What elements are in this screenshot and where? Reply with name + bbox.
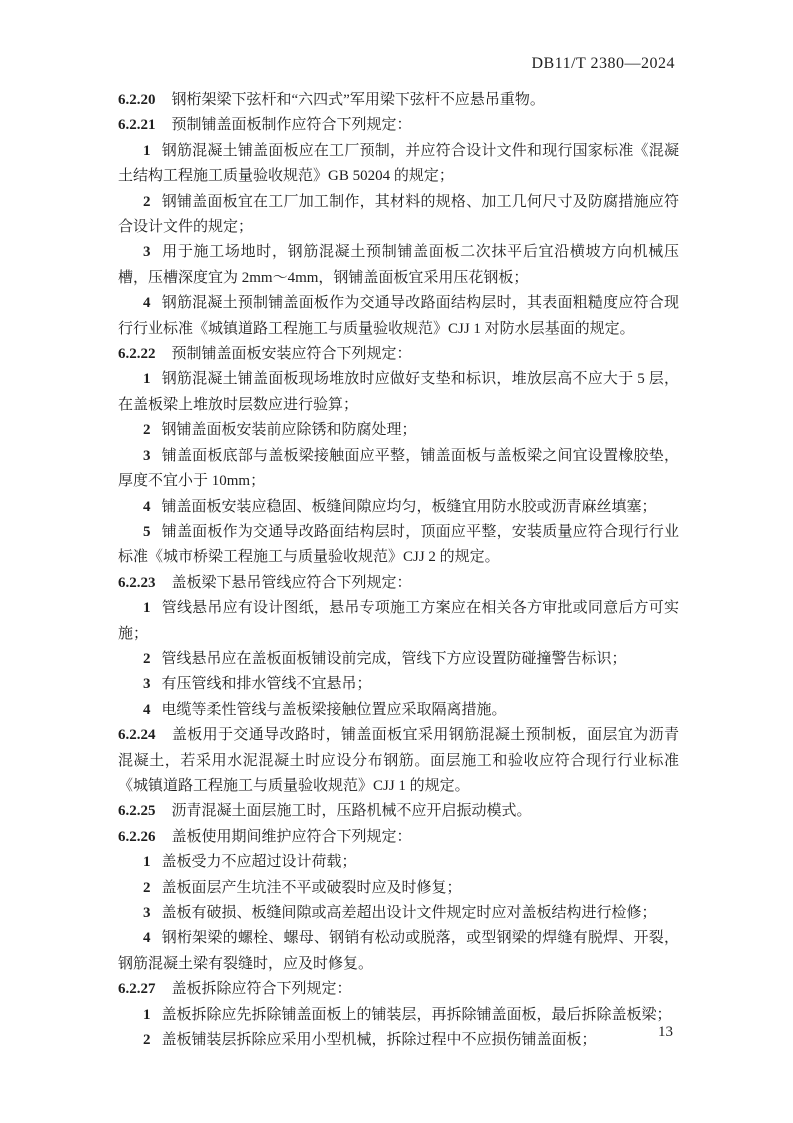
clause-number: 2: [143, 193, 151, 210]
clause-6.2.24: [118, 723, 679, 799]
clause-subitem: [118, 444, 679, 495]
clause-6.2.26: [118, 825, 679, 850]
clause-subitem: [118, 190, 679, 241]
clause-subitem: [118, 672, 679, 697]
clause-number: 4: [143, 295, 151, 312]
clause-number: 6.2.23: [118, 574, 156, 591]
clause-number: 5: [143, 523, 151, 540]
clause-number: 2: [143, 879, 151, 896]
clause-subitem: [118, 520, 679, 571]
clause-6.2.23: [118, 571, 679, 596]
clause-6.2.20: [118, 88, 679, 113]
clause-subitem: [118, 139, 679, 190]
page-number: 13: [658, 1024, 673, 1040]
clause-6.2.25: [118, 799, 679, 824]
clause-6.2.27: [118, 977, 679, 1002]
clause-text: 盖板铺装层拆除应采用小型机械，拆除过程中不应损伤铺盖面板；: [161, 1032, 597, 1049]
clause-number: 3: [143, 905, 151, 921]
clause-number: 4: [143, 498, 151, 515]
clause-subitem: [118, 367, 679, 418]
clause-number: 6.2.21: [118, 117, 156, 134]
clause-text: 钢筋混凝土铺盖面板应在工厂预制，并应符合设计文件和现行国家标准《混凝土结构工程施工质量验收规范》GB 50204 的规定；: [118, 142, 679, 185]
clause-subitem: [118, 596, 679, 647]
clause-text: 钢铺盖面板安装前应除锈和防腐处理；: [161, 422, 417, 439]
clause-number: 2: [143, 650, 151, 667]
clause-text: 电缆等柔性管线与盖板梁接触位置应采取隔离措施。: [161, 701, 507, 718]
clause-number: 3: [143, 244, 151, 261]
clause-subitem: [118, 1003, 679, 1028]
clause-number: 2: [143, 422, 151, 439]
clause-text: 铺盖面板底部与盖板梁接触面应平整，铺盖面板与盖板梁之间宜设置橡胶垫，厚度不宜小于 10mm；: [118, 447, 679, 490]
clause-number: 4: [143, 930, 151, 947]
clause-number: 6.2.25: [118, 803, 156, 820]
clause-number: 1: [143, 600, 151, 617]
clause-number: 6.2.24: [118, 727, 156, 744]
standard-code-header: DB11/T 2380—2024: [531, 55, 675, 72]
clause-text: 铺盖面板作为交通导改路面结构层时，顶面应平整，安装质量应符合现行行业标准《城市桥梁工程施工与质量验收规范》CJJ 2 的规定。: [118, 523, 679, 566]
clause-6.2.21: [118, 113, 679, 138]
clause-number: 6.2.26: [118, 828, 156, 845]
clause-number: 3: [143, 676, 151, 693]
clause-text: 盖板拆除应先拆除铺盖面板上的铺装层，再拆除铺盖面板，最后拆除盖板梁；: [161, 1006, 672, 1023]
clause-text: 用于施工场地时，钢筋混凝土预制铺盖面板二次抹平后宜沿横坡方向机械压槽，压槽深度宜为 2mm～4mm，钢铺盖面板宜采用压花钢板；: [118, 244, 679, 286]
clause-subitem: [118, 291, 679, 342]
clause-text: 铺盖面板安装应稳固、板缝间隙应均匀，板缝宜用防水胶或沥青麻丝填塞；: [161, 498, 657, 515]
clause-text: 钢桁架梁下弦杆和“六四式”军用梁下弦杆不应悬吊重物。: [171, 92, 545, 108]
clause-text: 预制铺盖面板制作应符合下列规定：: [171, 117, 412, 134]
clause-text: 钢筋混凝土预制铺盖面板作为交通导改路面结构层时，其表面粗糙度应符合现行行业标准《城镇道路工程施工与质量验收规范》CJJ 1 对防水层基面的规定。: [118, 295, 679, 337]
clause-subitem: [118, 1028, 679, 1053]
clause-number: 6.2.27: [118, 981, 156, 998]
clause-number: 1: [143, 1006, 151, 1023]
clause-subitem: [118, 876, 679, 901]
clause-text: 管线悬吊应有设计图纸，悬吊专项施工方案应在相关各方审批或同意后方可实施；: [118, 600, 679, 642]
clause-text: 盖板用于交通导改路时，铺盖面板宜采用钢筋混凝土预制板，面层宜为沥青混凝土，若采用水泥混凝土时应设分布钢筋。面层施工和验收应符合现行行业标准《城镇道路工程施工与质量验收规范》CJJ 1 的规定。: [118, 727, 679, 794]
clause-text: 沥青混凝土面层施工时，压路机械不应开启振动模式。: [171, 803, 532, 820]
clause-text: 预制铺盖面板安装应符合下列规定：: [171, 346, 412, 363]
clause-subitem: [118, 647, 679, 672]
clause-6.2.22: [118, 342, 679, 367]
clause-text: 盖板使用期间维护应符合下列规定：: [171, 828, 412, 845]
clause-number: 1: [143, 142, 151, 159]
clause-subitem: [118, 901, 679, 926]
clause-text: 盖板有破损、板缝间隙或高差超出设计文件规定时应对盖板结构进行检修；: [161, 905, 657, 921]
clause-text: 盖板面层产生坑洼不平或破裂时应及时修复；: [161, 879, 462, 896]
clause-text: 钢铺盖面板宜在工厂加工制作，其材料的规格、加工几何尺寸及防腐措施应符合设计文件的规定；: [118, 193, 679, 236]
clause-text: 有压管线和排水管线不宜悬吊；: [161, 676, 372, 693]
clause-text: 盖板拆除应符合下列规定：: [171, 981, 352, 998]
clause-subitem: [118, 495, 679, 520]
clause-subitem: [118, 850, 679, 875]
clause-number: 1: [143, 371, 151, 388]
clause-number: 6.2.20: [118, 92, 156, 108]
clause-subitem: [118, 926, 679, 977]
clause-subitem: [118, 240, 679, 291]
clause-text: 钢桁架梁的螺栓、螺母、钢销有松动或脱落，或型钢梁的焊缝有脱焊、开裂，钢筋混凝土梁有裂缝时，应及时修复。: [118, 930, 679, 972]
clauses: [118, 88, 679, 1053]
clause-number: 6.2.22: [118, 346, 156, 363]
clause-number: 1: [143, 854, 151, 871]
clause-text: 钢筋混凝土铺盖面板现场堆放时应做好支垫和标识，堆放层高不应大于 5 层，在盖板梁上堆放时层数应进行验算；: [118, 371, 679, 413]
clause-text: 盖板梁下悬吊管线应符合下列规定：: [171, 574, 412, 591]
clause-number: 4: [143, 701, 151, 718]
clause-number: 3: [143, 447, 151, 464]
clause-text: 管线悬吊应在盖板面板铺设前完成，管线下方应设置防碰撞警告标识；: [161, 650, 627, 667]
clause-text: 盖板受力不应超过设计荷载；: [161, 854, 357, 871]
clause-subitem: [118, 418, 679, 443]
clause-number: 2: [143, 1032, 151, 1049]
clause-subitem: [118, 698, 679, 723]
